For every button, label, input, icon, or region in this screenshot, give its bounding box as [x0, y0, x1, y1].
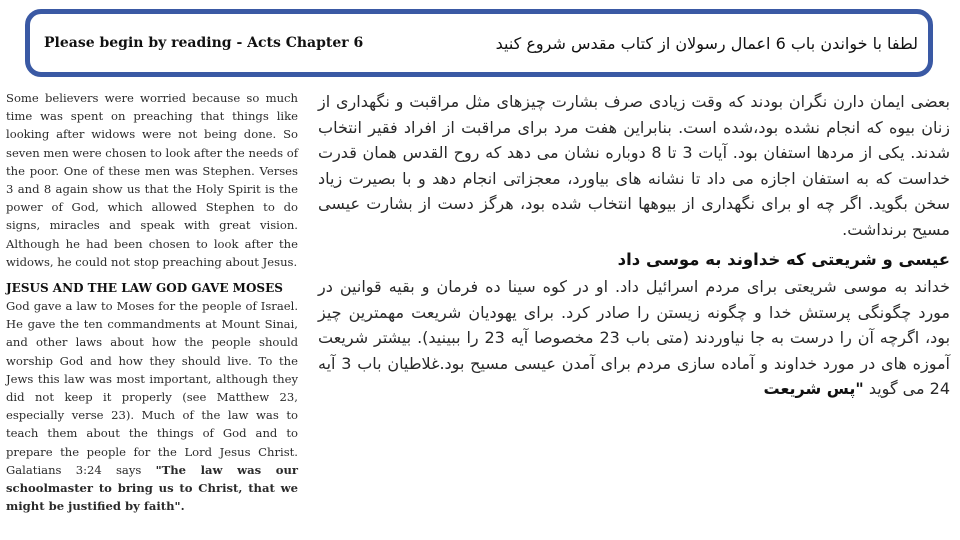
persian-paragraph-2-text: خداند به موسی شریعتی برای مردم اسرائیل داد. او در کوه سینا ده فرمان و بقیه قوانین در مورد چگونگی پرستش خدا و چگونه زیستن را صادر کرد. برای یهودیان شریعت مهمترین چیز بود، اگرچه آن را درست به جا نیاوردند (متی باب 23 مخصوصا آیه 23 را ببینید). بیشتر شریعت آموزه های در مورد خداوند و آماده سازی مردم برای آمدن عیسی مسیح بود.غلاطیان باب 3 آیه 24 می گوید	[318, 277, 951, 398]
english-paragraph-2-text: God gave a law to Moses for the people of Israel. He gave the ten commandments at Mount Sinai, and other laws about how the people should worship God and how they should live. To the Jews this law was most important, although they did not keep it properly (see Matthew 23, especially verse 23). Much of the law was to teach them about the things of God and to prepare the people for the Lord Jesus Christ. Galatians 3:24 says	[6, 299, 298, 477]
english-paragraph-1: Some believers were worried because so much time was spent on preaching that things like looking after widows were not being done. So seven men were chosen to look after the needs of the poor. One of these men was Stephen. Verses 3 and 8 again show us that the Holy Spirit is the power of God, which allowed Stephen to do signs, miracles and speak with great vision. Although he had been chosen to look after the widows, he could not stop preaching about Jesus.	[6, 91, 299, 269]
persian-quote-start: "پس شریعت	[763, 379, 864, 398]
english-paragraph-2	[6, 297, 298, 515]
persian-paragraph-1: بعضی ایمان دارن نگران بودند که وقت زیادی صرف بشارت چیزهای مثل مراقبت و نگهداری از زنان بیوه که انجام نشده بود،شده است. بنابراین هفت مرد برای مراقبت از افراد فقیر انتخاب شدند. یکی از مردها استفان بود. آیات 3 تا 8 دوباره نشان می دهد که روح القدس همان قدرت خداست که به استفان اجازه می داد تا نشانه های بیاورد، معجزاتی انجام دهد و با بصیرت زیاد سخن بگوید. اگر چه او برای نگهداری از بیوهها انتخاب شده بود، هرگز دست از بشارت عیسی مسیح برنداشت.	[318, 92, 951, 239]
persian-column	[318, 89, 950, 402]
header-persian-title: لطفا با خواندن باب 6 اعمال رسولان از کتاب مقدس شروع کنید	[495, 33, 918, 53]
header-english-title: Please begin by reading - Acts Chapter 6	[44, 35, 364, 51]
header-banner	[25, 9, 933, 77]
english-column	[6, 89, 298, 515]
persian-section-heading: عیسی و شریعتی که خداوند به موسی داد	[617, 250, 950, 269]
persian-paragraph-2	[318, 274, 950, 402]
english-quote: "The law was our schoolmaster to bring us to Christ, that we might be justified by faith".	[6, 462, 298, 514]
english-section-heading: JESUS AND THE LAW GOD GAVE MOSES	[6, 281, 283, 296]
